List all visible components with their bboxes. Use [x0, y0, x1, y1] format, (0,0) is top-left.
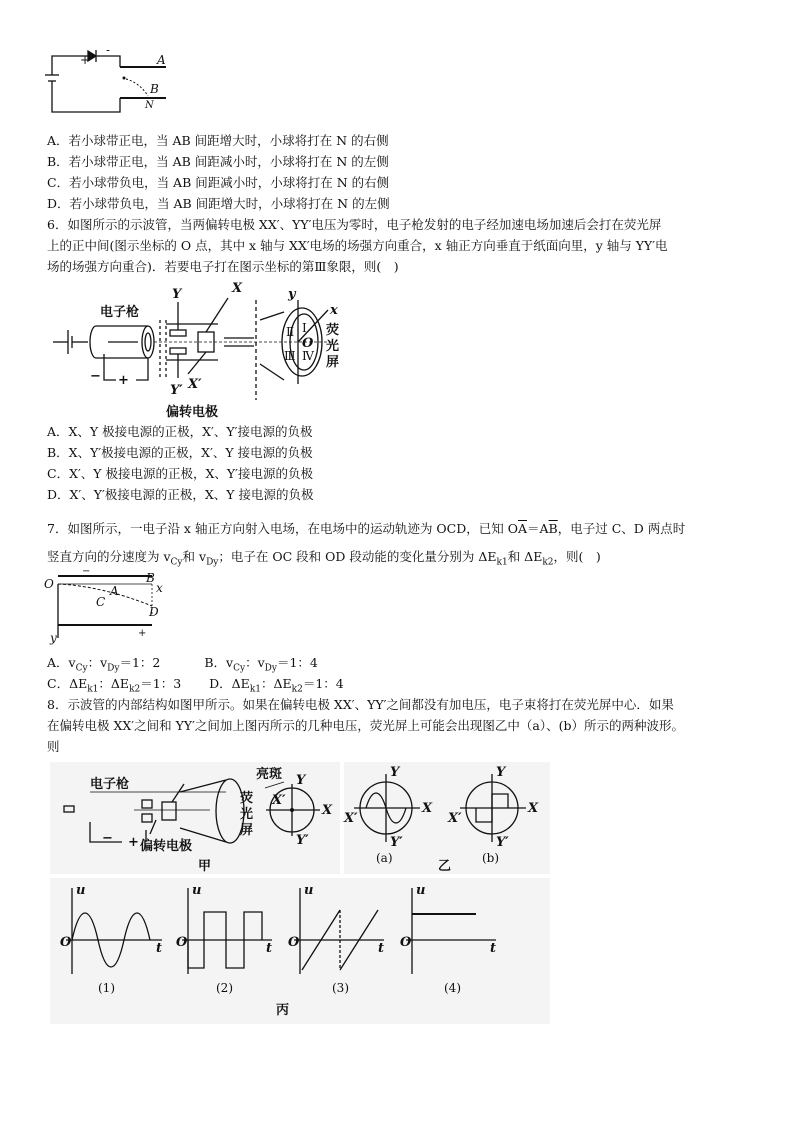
q6-quadrant-1: Ⅰ	[302, 321, 307, 335]
q6-screen-1: 荧	[326, 323, 340, 338]
q6-option-a: A．X、Y 极接电源的正极，X′、Y′接电源的负极	[47, 424, 313, 439]
q5-point-n: N	[145, 100, 154, 111]
q8-bing-label-3: (3)	[332, 981, 349, 995]
q8-bing-label-4: (4)	[444, 981, 461, 995]
q5-option-c: C．若小球带负电，当 AB 间距减小时，小球将打在 N 的右侧	[47, 175, 390, 190]
q7-options-cd: C．$\Delta E_{k1}$：$\Delta E_{k2}=1$：3 D．$\Delta E_{k1}$：$\Delta E_{k2}=1$：4	[47, 676, 344, 695]
q8-jia-gun: 电子枪	[90, 777, 130, 792]
q8-yi-a-y: Y	[390, 765, 400, 780]
q8-bing-3-u: u	[304, 883, 314, 898]
q8-bing-2-o: O	[176, 935, 188, 950]
q7-minus: −	[82, 566, 91, 577]
q8-fig-jia	[50, 762, 340, 874]
q7-stem-line-1: 7．如图所示，一电子沿 x 轴正方向射入电场，在电场中的运动轨迹为 OCD，已知 $O\overline{A}=A\overline{B}$，电子过 C、D 两点时	[47, 521, 686, 536]
q8-bing-1-t: t	[156, 941, 163, 956]
q6-label-x: X	[232, 281, 243, 296]
q8-yi-a-x: X	[422, 801, 433, 816]
q8-jia-plus: +	[128, 835, 139, 850]
q6-option-d: D．X′、Y′极接电源的正极，X、Y 接电源的负极	[47, 487, 314, 502]
q8-jia-deflect: 偏转电极	[140, 839, 193, 854]
q6-plus: +	[118, 373, 129, 388]
q5-battery-minus: -	[106, 43, 111, 57]
q7-label-x: x	[156, 581, 163, 595]
q6-stem-line-1: 6．如图所示的示波管，当两偏转电极 XX′、YY′电压为零时，电子枪发射的电子经加速电场加速后会打在荧光屏	[47, 217, 662, 232]
q8-yi-a-yp: Y′	[390, 835, 403, 850]
q6-label-yp: Y′	[170, 383, 183, 398]
q7-overline-b: $\overline{B}$	[548, 521, 558, 536]
q8-jia-xp: X′	[272, 793, 286, 808]
q8-yi-caption: 乙	[438, 859, 452, 874]
q8-yi-b-y: Y	[496, 765, 506, 780]
q8-bing-1-u: u	[76, 883, 86, 898]
q8-jia-y: Y	[296, 773, 306, 788]
q7-overline-a: $\overline{A}$	[517, 521, 528, 536]
q8-yi-label-a: (a)	[376, 851, 393, 865]
q8-jia-screen-1: 荧	[240, 791, 254, 806]
q8-stem-line-3: 则	[47, 739, 60, 754]
q6-stem-line-3: 场的场强方向重合)．若要电子打在图示坐标的第Ⅲ象限，则( )	[47, 259, 399, 274]
q6-minus: −	[90, 369, 101, 384]
q8-jia-x: X	[322, 803, 333, 818]
q8-bing-label-1: (1)	[98, 981, 115, 995]
q5-option-a: A．若小球带正电，当 AB 间距增大时，小球将打在 N 的右侧	[47, 133, 389, 148]
q6-label-y: Y	[172, 287, 182, 302]
q7-plus: +	[138, 628, 147, 639]
q6-stem-line-2: 上的正中间(图示坐标的 O 点，其中 x 轴与 XX′电场的场强方向重合，x 轴正方向垂直于纸面向里，y 轴与 YY′电	[47, 238, 668, 253]
q8-yi-b-yp: Y′	[496, 835, 509, 850]
q8-jia-minus: −	[102, 831, 113, 846]
q5-option-d: D．若小球带负电，当 AB 间距增大时，小球将打在 N 的左侧	[47, 196, 390, 211]
q8-yi-label-b: (b)	[482, 851, 500, 865]
q8-bing-3-t: t	[378, 941, 385, 956]
q8-fig-bing	[50, 878, 550, 1024]
q6-quadrant-4: Ⅳ	[302, 349, 314, 363]
q6-origin: O	[302, 336, 314, 351]
q8-bing-caption: 丙	[276, 1003, 290, 1018]
q8-jia-screen-3: 屏	[240, 823, 254, 838]
q8-bing-label-2: (2)	[216, 981, 233, 995]
q6-option-b: B．X、Y′极接电源的正极，X′、Y 接电源的负极	[47, 445, 313, 460]
q8-fig-yi	[344, 762, 550, 874]
q7-label-o: O	[44, 577, 54, 591]
q5-option-b: B．若小球带正电，当 AB 间距减小时，小球将打在 N 的左侧	[47, 154, 389, 169]
q8-bing-3-o: O	[288, 935, 300, 950]
q7-label-a: A	[110, 584, 119, 598]
q6-oscilloscope-figure	[48, 280, 348, 420]
q8-stem-line-2: 在偏转电极 XX′之间和 YY′之间加上图丙所示的几种电压，荧光屏上可能会出现图乙中（a）、(b）所示的两种波形。	[47, 718, 685, 733]
q8-jia-yp: Y′	[296, 833, 309, 848]
q8-yi-b-xp: X′	[448, 811, 462, 826]
q7-options-ab: A．$v_{Cy}$：$v_{Dy}=1$：2 B．$v_{Cy}$：$v_{Dy}=1$：4	[47, 655, 318, 674]
q6-quadrant-2: Ⅱ	[286, 325, 295, 339]
q7-label-c: C	[96, 595, 106, 609]
q8-jia-screen-2: 光	[240, 807, 254, 822]
q8-bing-4-o: O	[400, 935, 412, 950]
q7-label-d: D	[149, 605, 159, 619]
q5-plate-a: A	[157, 53, 166, 67]
q8-yi-a-xp: X′	[344, 811, 358, 826]
q6-quadrant-3: Ⅲ	[284, 349, 296, 363]
q7-field-figure	[42, 566, 172, 645]
q8-yi-b-x: X	[528, 801, 539, 816]
q6-gun-label: 电子枪	[100, 305, 140, 320]
q6-option-c: C．X′、Y 极接电源的正极，X、Y′接电源的负极	[47, 466, 314, 481]
q8-bing-2-t: t	[266, 941, 273, 956]
q7-label-b: B	[146, 571, 155, 585]
q6-axis-x: x	[330, 303, 338, 318]
q8-jia-caption: 甲	[198, 859, 212, 874]
q7-stem-line-2: 竖直方向的分速度为 $v_{Cy}$和 $v_{Dy}$；电子在 OC 段和 OD 段动能的变化量分别为 $\Delta E_{k1}$和 $\Delta E_{k2}$，则( )	[47, 549, 601, 568]
q5-circuit-figure	[40, 40, 180, 120]
q7-label-y: y	[50, 631, 57, 645]
q8-bing-2-u: u	[192, 883, 202, 898]
q8-bing-4-u: u	[416, 883, 426, 898]
q6-axis-y: y	[288, 287, 296, 302]
q6-deflect-label: 偏转电极	[166, 405, 219, 420]
q5-plate-b: B	[150, 82, 159, 96]
q5-battery-plus: +	[80, 53, 91, 67]
q8-bing-4-t: t	[490, 941, 497, 956]
q8-bing-1-o: O	[60, 935, 72, 950]
q6-label-xp: X′	[188, 377, 202, 392]
q6-screen-3: 屏	[326, 355, 340, 370]
q8-jia-spot: 亮斑	[256, 767, 283, 782]
q6-screen-2: 光	[326, 339, 340, 354]
q8-stem-line-1: 8．示波管的内部结构如图甲所示。如果在偏转电极 XX′、YY′之间都没有加电压，电子束将打在荧光屏中心．如果	[47, 697, 674, 712]
